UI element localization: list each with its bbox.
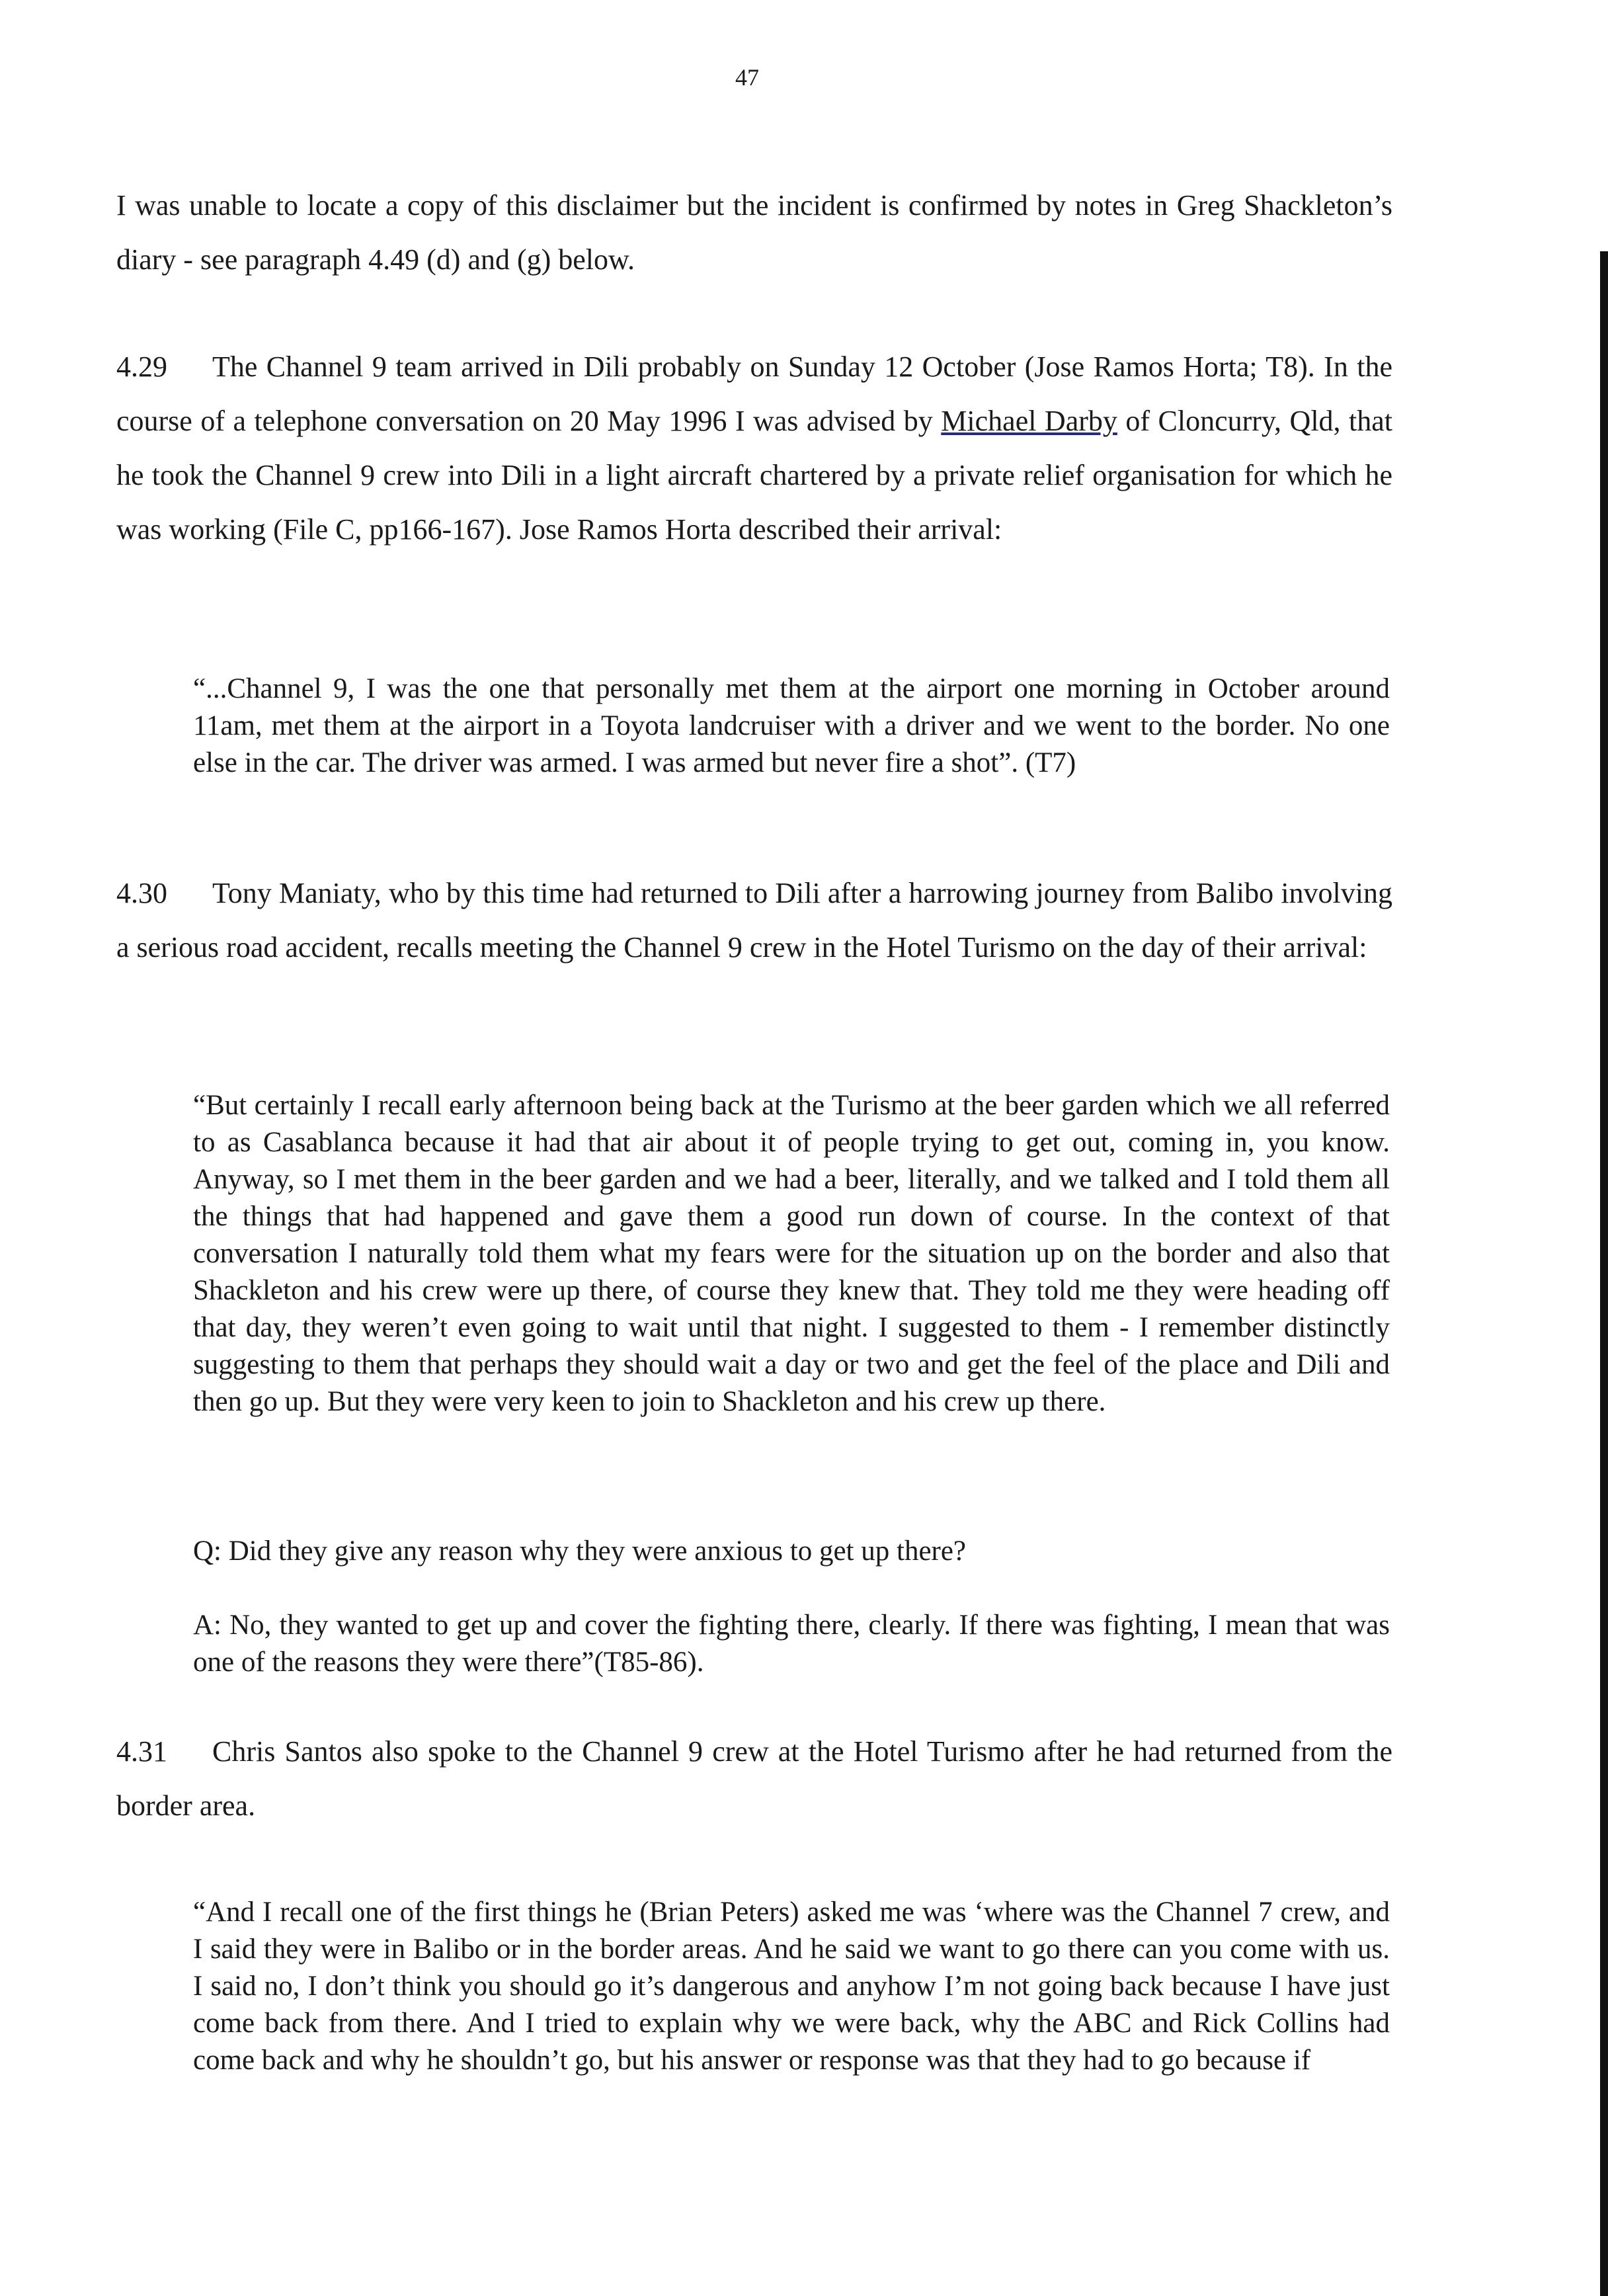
quote-maniaty: “But certainly I recall early afternoon being back at the Turismo at the beer garden which we all referred to as Casablanca because it had that air about it of people trying to get out, coming in, you know. Anyway, so I met them in the beer garden and we had a beer, literally, and we talked and I told them all the things that had happened and gave them a good run down of course. In the context of that conversation I naturally told them what my fears were for the situation up on the border and also that Shackleton and his crew were up there, of course they knew that. They told me they were heading off that day, they weren’t even going to wait until that night. I suggested to them - I remember distinctly suggesting to them that perhaps they should wait a day or two and get the feel of the place and Dili and then go up. But they were very keen to join to Shackleton and his crew up there. <box>193 1090 1390 1417</box>
quote-santos: “And I recall one of the first things he (Brian Peters) asked me was ‘where was the Channel 7 crew, and I said they were in Balibo or in the border areas. And he said we want to go there can you come with us. I said no, I don’t think you should go it’s dangerous and anyhow I’m not going back because I have just come back from there. And I tried to explain why we were back, why the ABC and Rick Collins had come back and why he shouldn’t go, but his answer or response was that they had to go because if <box>193 1897 1390 2076</box>
paragraph-number: 4.31 <box>116 1735 167 1768</box>
paragraph-text: Chris Santos also spoke to the Channel 9 crew at the Hotel Turismo after he had returned from the border area. <box>116 1735 1392 1822</box>
paragraph-4-30 <box>116 866 1392 975</box>
scan-edge-shadow <box>1600 251 1608 2296</box>
paragraph-text: The Channel 9 team arrived in Dili probably on Sunday 12 October (Jose Ramos Horta; T8). In the course of a telephone conversation on 20 May 1996 I was advised by <box>116 350 1392 437</box>
quote-horta: “...Channel 9, I was the one that personally met them at the airport one morning in October around 11am, met them at the airport in a Toyota landcruiser with a driver and we went to the border. No one else in the car. The driver was armed. I was armed but never fire a shot”. (T7) <box>193 673 1390 778</box>
quote-question: Q: Did they give any reason why they were anxious to get up there? <box>193 1536 967 1567</box>
paragraph-text: Tony Maniaty, who by this time had returned to Dili after a harrowing journey from Balibo involving a serious road accident, recalls meeting the Channel 9 crew in the Hotel Turismo on the day of their arrival: <box>116 877 1392 964</box>
quote-answer: A: No, they wanted to get up and cover the fighting there, clearly. If there was fighting, I mean that was one of the reasons they were there”(T85-86). <box>193 1610 1390 1678</box>
intro-paragraph: I was unable to locate a copy of this disclaimer but the incident is confirmed by notes in Greg Shackleton’s diary - see paragraph 4.49 (d) and (g) below. <box>116 189 1392 276</box>
page-number: 47 <box>735 64 759 91</box>
paragraph-text-continued: of Cloncurry, Qld, that he took the Channel 9 crew into Dili in a light aircraft chartered by a private relief organisation for which he was working (File C, pp166-167). Jose Ramos Horta described their arrival: <box>116 405 1392 546</box>
paragraph-4-29 <box>116 340 1392 557</box>
paragraph-number: 4.30 <box>116 877 167 909</box>
paragraph-4-31 <box>116 1725 1392 1833</box>
underlined-name: Michael Darby <box>941 405 1117 437</box>
paragraph-number: 4.29 <box>116 350 167 383</box>
